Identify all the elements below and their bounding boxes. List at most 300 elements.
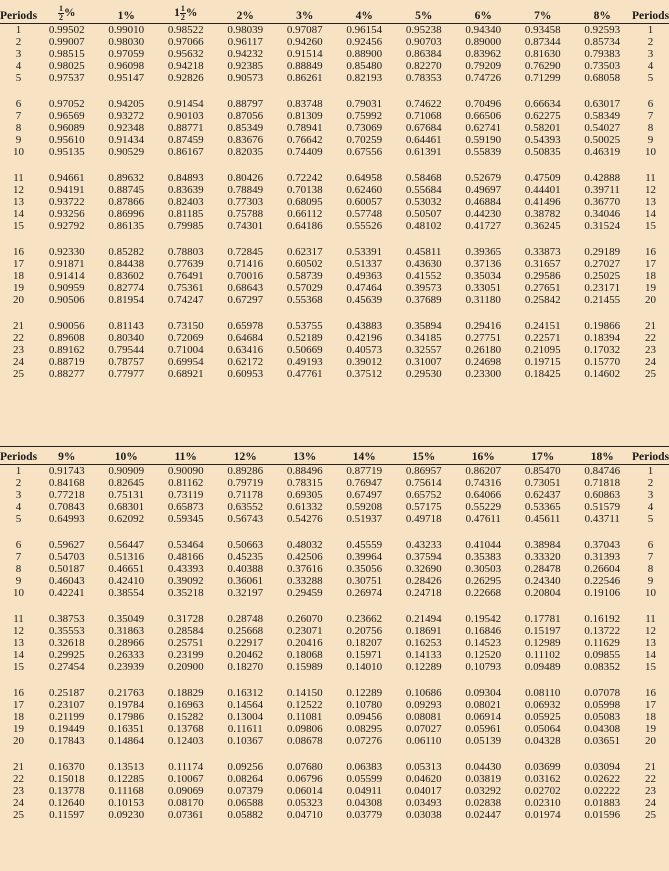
factor-cell: 0.88745 [108,184,145,196]
factor-cell: 0.10067 [167,773,204,785]
factor-cell: 0.26070 [286,613,323,625]
factor-cell: 0.91454 [167,98,204,110]
table-row [0,36,669,48]
period-cell-left: 5 [15,513,22,525]
rate-whole: 3% [296,10,314,22]
factor-cell: 0.92456 [346,36,383,48]
factor-cell: 0.64186 [286,220,323,232]
factor-cell: 0.89162 [48,344,85,356]
factor-cell: 0.16846 [465,625,502,637]
factor-cell: 0.85480 [346,60,383,72]
factor-cell: 0.83962 [465,48,502,60]
factor-cell: 0.07680 [286,761,323,773]
periods-header-left: Periods [0,2,37,24]
factor-cell: 0.12989 [524,637,561,649]
factor-cell: 0.93722 [48,196,85,208]
factor-cell: 0.44401 [524,184,561,196]
table-row [0,809,669,821]
period-cell-left: 8 [15,563,22,575]
factor-cell: 0.61332 [286,501,323,513]
table-row [0,246,669,258]
rate-header: 10% [97,447,157,465]
factor-cell: 0.09293 [405,699,442,711]
factor-cell: 0.29925 [48,649,85,661]
factor-cell: 0.16192 [584,613,621,625]
factor-cell: 0.25842 [524,294,561,306]
factor-cell: 0.84168 [48,477,85,489]
period-cell-left: 20 [13,735,24,747]
periods-header-right: Periods [632,2,669,24]
factor-cell: 0.77977 [108,368,145,380]
factor-cell: 0.83602 [108,270,145,282]
factor-cell: 0.29459 [286,587,323,599]
table-row [0,220,669,232]
factor-cell: 0.15282 [167,711,204,723]
factor-cell: 0.22546 [584,575,621,587]
factor-cell: 0.17843 [48,735,85,747]
rate-whole: 5% [415,10,433,22]
rate-header: 15% [394,447,454,465]
factor-cell: 0.11611 [227,723,263,735]
factor-cell: 0.77218 [48,489,85,501]
table-row [0,785,669,797]
factor-cell: 0.90506 [48,294,85,306]
period-cell-right: 16 [645,246,656,258]
period-cell-right: 24 [645,797,656,809]
rate-whole: 4% [355,10,373,22]
group-spacer [0,525,669,539]
table-row [0,613,669,625]
table-row [0,773,669,785]
factor-cell: 0.05313 [405,761,442,773]
table-row [0,711,669,723]
factor-cell: 0.29586 [524,270,561,282]
factor-cell: 0.53032 [405,196,442,208]
factor-cell: 0.76290 [524,60,561,72]
factor-cell: 0.64684 [227,332,264,344]
factor-cell: 0.98025 [48,60,85,72]
factor-cell: 0.98522 [167,24,204,36]
factor-cell: 0.74726 [465,72,502,84]
group-spacer [0,84,669,98]
period-cell-right: 19 [645,282,656,294]
period-cell-left: 7 [15,110,22,122]
period-cell-right: 17 [645,258,656,270]
rate-header: 16% [454,447,514,465]
table-row [0,539,669,551]
factor-cell: 0.97087 [286,24,323,36]
period-cell-right: 10 [645,146,656,158]
factor-cell: 0.81185 [168,208,204,220]
factor-cell: 0.88719 [48,356,85,368]
rate-whole: 8% [593,10,611,22]
factor-cell: 0.50835 [524,146,561,158]
factor-cell: 0.54703 [48,551,85,563]
group-spacer [0,158,669,172]
factor-cell: 0.33288 [286,575,323,587]
factor-cell: 0.93458 [524,24,561,36]
period-cell-left: 13 [13,196,24,208]
factor-cell: 0.11629 [584,637,620,649]
factor-cell: 0.18691 [405,625,442,637]
factor-cell: 0.77639 [167,258,204,270]
table-row [0,723,669,735]
period-cell-right: 9 [647,134,654,146]
factor-cell: 0.39573 [405,282,442,294]
factor-cell: 0.19715 [524,356,561,368]
factor-cell: 0.92330 [48,246,85,258]
factor-cell: 0.62437 [524,489,561,501]
factor-cell: 0.71068 [405,110,442,122]
table-row [0,258,669,270]
factor-cell: 0.65873 [167,501,204,513]
factor-cell: 0.41727 [465,220,502,232]
factor-cell: 0.04017 [405,785,442,797]
factor-cell: 0.31180 [465,294,501,306]
factor-cell: 0.55526 [346,220,383,232]
period-cell-right: 1 [647,465,654,477]
factor-cell: 0.31524 [584,220,621,232]
factor-cell: 0.91414 [48,270,85,282]
factor-cell: 0.19784 [108,699,145,711]
period-cell-left: 23 [13,785,24,797]
factor-cell: 0.90909 [108,465,145,477]
factor-cell: 0.59345 [167,513,204,525]
factor-cell: 0.84438 [108,258,145,270]
factor-cell: 0.32618 [48,637,85,649]
factor-cell: 0.07027 [405,723,442,735]
factor-cell: 0.91871 [48,258,85,270]
factor-cell: 0.26180 [465,344,502,356]
factor-cell: 0.08110 [525,687,561,699]
factor-cell: 0.84746 [584,465,621,477]
factor-cell: 0.08021 [465,699,502,711]
factor-cell: 0.40388 [227,563,264,575]
factor-cell: 0.18425 [524,368,561,380]
factor-cell: 0.55229 [465,501,502,513]
rate-header: 18% [573,447,633,465]
factor-cell: 0.73051 [524,477,561,489]
factor-cell: 0.33051 [465,282,502,294]
factor-cell: 0.81309 [286,110,323,122]
period-cell-right: 11 [645,172,656,184]
factor-cell: 0.03651 [584,735,621,747]
factor-cell: 0.51579 [584,501,621,513]
factor-cell: 0.37594 [405,551,442,563]
factor-cell: 0.15770 [584,356,621,368]
factor-cell: 0.96089 [48,122,85,134]
factor-cell: 0.02222 [584,785,621,797]
factor-cell: 0.13004 [227,711,264,723]
factor-cell: 0.58739 [286,270,323,282]
factor-cell: 0.25751 [167,637,204,649]
factor-cell: 0.66634 [524,98,561,110]
factor-cell: 0.70496 [465,98,502,110]
factor-cell: 0.97052 [48,98,85,110]
factor-cell: 0.20804 [524,587,561,599]
factor-cell: 0.25025 [584,270,621,282]
group-spacer [0,232,669,246]
factor-cell: 0.46043 [48,575,85,587]
factor-cell: 0.23171 [584,282,621,294]
factor-cell: 0.35553 [48,625,85,637]
factor-cell: 0.81630 [524,48,561,60]
factor-cell: 0.62172 [227,356,264,368]
factor-cell: 0.82270 [405,60,442,72]
factor-cell: 0.79985 [167,220,204,232]
factor-cell: 0.86167 [167,146,204,158]
table-row [0,208,669,220]
period-cell-left: 16 [13,687,24,699]
table-row [0,122,669,134]
factor-cell: 0.13768 [167,723,204,735]
factor-cell: 0.17781 [524,613,561,625]
factor-cell: 0.45811 [406,246,442,258]
factor-cell: 0.42506 [286,551,323,563]
table-row [0,172,669,184]
factor-cell: 0.20756 [346,625,383,637]
factor-cell: 0.92792 [48,220,85,232]
factor-cell: 0.03094 [584,761,621,773]
period-cell-right: 1 [647,24,654,36]
period-cell-right: 16 [645,687,656,699]
factor-cell: 0.70016 [227,270,264,282]
factor-cell: 0.08264 [227,773,264,785]
factor-cell: 0.28966 [108,637,145,649]
group-spacer [0,747,669,761]
table-row [0,344,669,356]
factor-cell: 0.48032 [286,539,323,551]
factor-cell: 0.64993 [48,513,85,525]
factor-cell: 0.40573 [346,344,383,356]
factor-cell: 0.11597 [49,809,85,821]
factor-cell: 0.10153 [108,797,145,809]
table-row [0,146,669,158]
factor-cell: 0.86261 [286,72,323,84]
factor-cell: 0.38753 [48,613,85,625]
factor-cell: 0.01883 [584,797,621,809]
factor-cell: 0.26604 [584,563,621,575]
factor-cell: 0.78353 [405,72,442,84]
factor-cell: 0.41044 [465,539,502,551]
rate-whole: 2% [236,10,254,22]
factor-cell: 0.97537 [48,72,85,84]
factor-cell: 0.99007 [48,36,85,48]
table-row [0,699,669,711]
factor-cell: 0.65752 [405,489,442,501]
table-row [0,637,669,649]
period-cell-right: 4 [647,60,654,72]
factor-cell: 0.52189 [286,332,323,344]
factor-cell: 0.94340 [465,24,502,36]
factor-cell: 0.98039 [227,24,264,36]
factor-cell: 0.75131 [108,489,145,501]
period-cell-right: 6 [647,539,654,551]
factor-cell: 0.06588 [227,797,264,809]
rate-header: 12% [216,447,276,465]
factor-cell: 0.45559 [346,539,383,551]
factor-cell: 0.24340 [524,575,561,587]
factor-cell: 0.25668 [227,625,264,637]
factor-cell: 0.76491 [167,270,204,282]
factor-cell: 0.09456 [346,711,383,723]
factor-cell: 0.21455 [584,294,621,306]
factor-cell: 0.29530 [405,368,442,380]
factor-cell: 0.04620 [405,773,442,785]
factor-cell: 0.42410 [108,575,145,587]
factor-cell: 0.13778 [48,785,85,797]
factor-cell: 0.42241 [48,587,85,599]
factor-cell: 0.90529 [108,146,145,158]
rate-header [513,2,573,24]
factor-cell: 0.27454 [48,661,85,673]
factor-cell: 0.19866 [584,320,621,332]
factor-cell: 0.47509 [524,172,561,184]
factor-cell: 0.81162 [168,477,204,489]
factor-cell: 0.43393 [167,563,204,575]
factor-cell: 0.09230 [108,809,145,821]
period-cell-left: 9 [15,575,22,587]
period-cell-right: 2 [647,477,654,489]
period-cell-left: 25 [13,809,24,821]
table-row [0,320,669,332]
factor-cell: 0.03779 [346,809,383,821]
factor-cell: 0.43233 [405,539,442,551]
factor-cell: 0.95238 [405,24,442,36]
rate-header [37,2,97,24]
period-cell-left: 3 [15,489,22,501]
factor-cell: 0.16370 [48,761,85,773]
factor-cell: 0.37136 [465,258,502,270]
rate-header: 17% [513,447,573,465]
factor-cell: 0.97066 [167,36,204,48]
rate-header: 13% [275,447,335,465]
period-cell-right: 8 [647,563,654,575]
factor-cell: 0.07078 [584,687,621,699]
period-cell-left: 21 [13,320,24,332]
factor-cell: 0.54027 [584,122,621,134]
period-cell-left: 18 [13,711,24,723]
table-row [0,465,669,478]
factor-cell: 0.04710 [286,809,323,821]
period-cell-left: 10 [13,587,24,599]
factor-cell: 0.93256 [48,208,85,220]
factor-cell: 0.09489 [524,661,561,673]
table-row [0,294,669,306]
factor-cell: 0.15971 [346,649,383,661]
factor-cell: 0.55368 [286,294,323,306]
factor-cell: 0.47464 [346,282,383,294]
period-cell-left: 6 [15,539,22,551]
factor-cell: 0.91514 [286,48,323,60]
factor-cell: 0.11168 [108,785,144,797]
factor-cell: 0.51316 [108,551,145,563]
factor-cell: 0.69954 [167,356,204,368]
factor-cell: 0.76947 [346,477,383,489]
factor-cell: 0.12289 [405,661,442,673]
factor-cell: 0.12285 [108,773,145,785]
factor-cell: 0.59190 [465,134,502,146]
factor-cell: 0.21494 [405,613,442,625]
factor-cell: 0.08352 [584,661,621,673]
factor-cell: 0.96154 [346,24,383,36]
factor-cell: 0.66506 [465,110,502,122]
factor-cell: 0.68301 [108,501,145,513]
factor-cell: 0.55839 [465,146,502,158]
factor-cell: 0.55684 [405,184,442,196]
factor-cell: 0.80426 [227,172,264,184]
rate-header [394,2,454,24]
period-cell-right: 25 [645,809,656,821]
factor-cell: 0.89632 [108,172,145,184]
factor-cell: 0.16253 [405,637,442,649]
rate-suffix: % [64,7,76,20]
factor-cell: 0.90090 [167,465,204,477]
factor-cell: 0.10780 [346,699,383,711]
factor-cell: 0.04308 [346,797,383,809]
factor-cell: 0.18270 [227,661,264,673]
factor-cell: 0.08295 [346,723,383,735]
factor-cell: 0.13722 [584,625,621,637]
factor-cell: 0.60863 [584,489,621,501]
period-cell-left: 14 [13,649,24,661]
factor-cell: 0.21199 [49,711,85,723]
factor-cell: 0.85349 [227,122,264,134]
factor-cell: 0.67497 [346,489,383,501]
period-cell-right: 21 [645,761,656,773]
factor-cell: 0.67684 [405,122,442,134]
factor-cell: 0.90056 [48,320,85,332]
factor-cell: 0.12520 [465,649,502,661]
period-cell-left: 13 [13,637,24,649]
rate-header [573,2,633,24]
factor-cell: 0.05998 [584,699,621,711]
fraction-denominator: 2 [59,13,63,22]
factor-cell: 0.26295 [465,575,502,587]
factor-cell: 0.06796 [286,773,323,785]
rate-whole: 1 [174,7,180,20]
factor-cell: 0.27751 [465,332,502,344]
factor-cell: 0.94232 [227,48,264,60]
period-cell-left: 2 [15,36,22,48]
factor-cell: 0.07276 [346,735,383,747]
factor-cell: 0.53391 [346,246,383,258]
factor-cell: 0.57029 [286,282,323,294]
factor-cell: 0.88849 [286,60,323,72]
factor-cell: 0.04308 [584,723,621,735]
factor-cell: 0.39711 [584,184,620,196]
factor-cell: 0.52679 [465,172,502,184]
factor-cell: 0.90959 [48,282,85,294]
factor-cell: 0.78941 [286,122,323,134]
factor-cell: 0.34046 [584,208,621,220]
factor-cell: 0.08170 [167,797,204,809]
factor-cell: 0.88797 [227,98,264,110]
rate-header [97,2,157,24]
factor-cell: 0.28748 [227,613,264,625]
factor-cell: 0.71178 [227,489,263,501]
period-cell-right: 12 [645,625,656,637]
period-cell-right: 10 [645,587,656,599]
factor-cell: 0.42196 [346,332,383,344]
factor-cell: 0.05925 [524,711,561,723]
rate-header: 14% [335,447,395,465]
period-cell-right: 19 [645,723,656,735]
factor-cell: 0.95135 [48,146,85,158]
factor-cell: 0.31728 [167,613,204,625]
factor-cell: 0.94260 [286,36,323,48]
factor-cell: 0.08678 [286,735,323,747]
